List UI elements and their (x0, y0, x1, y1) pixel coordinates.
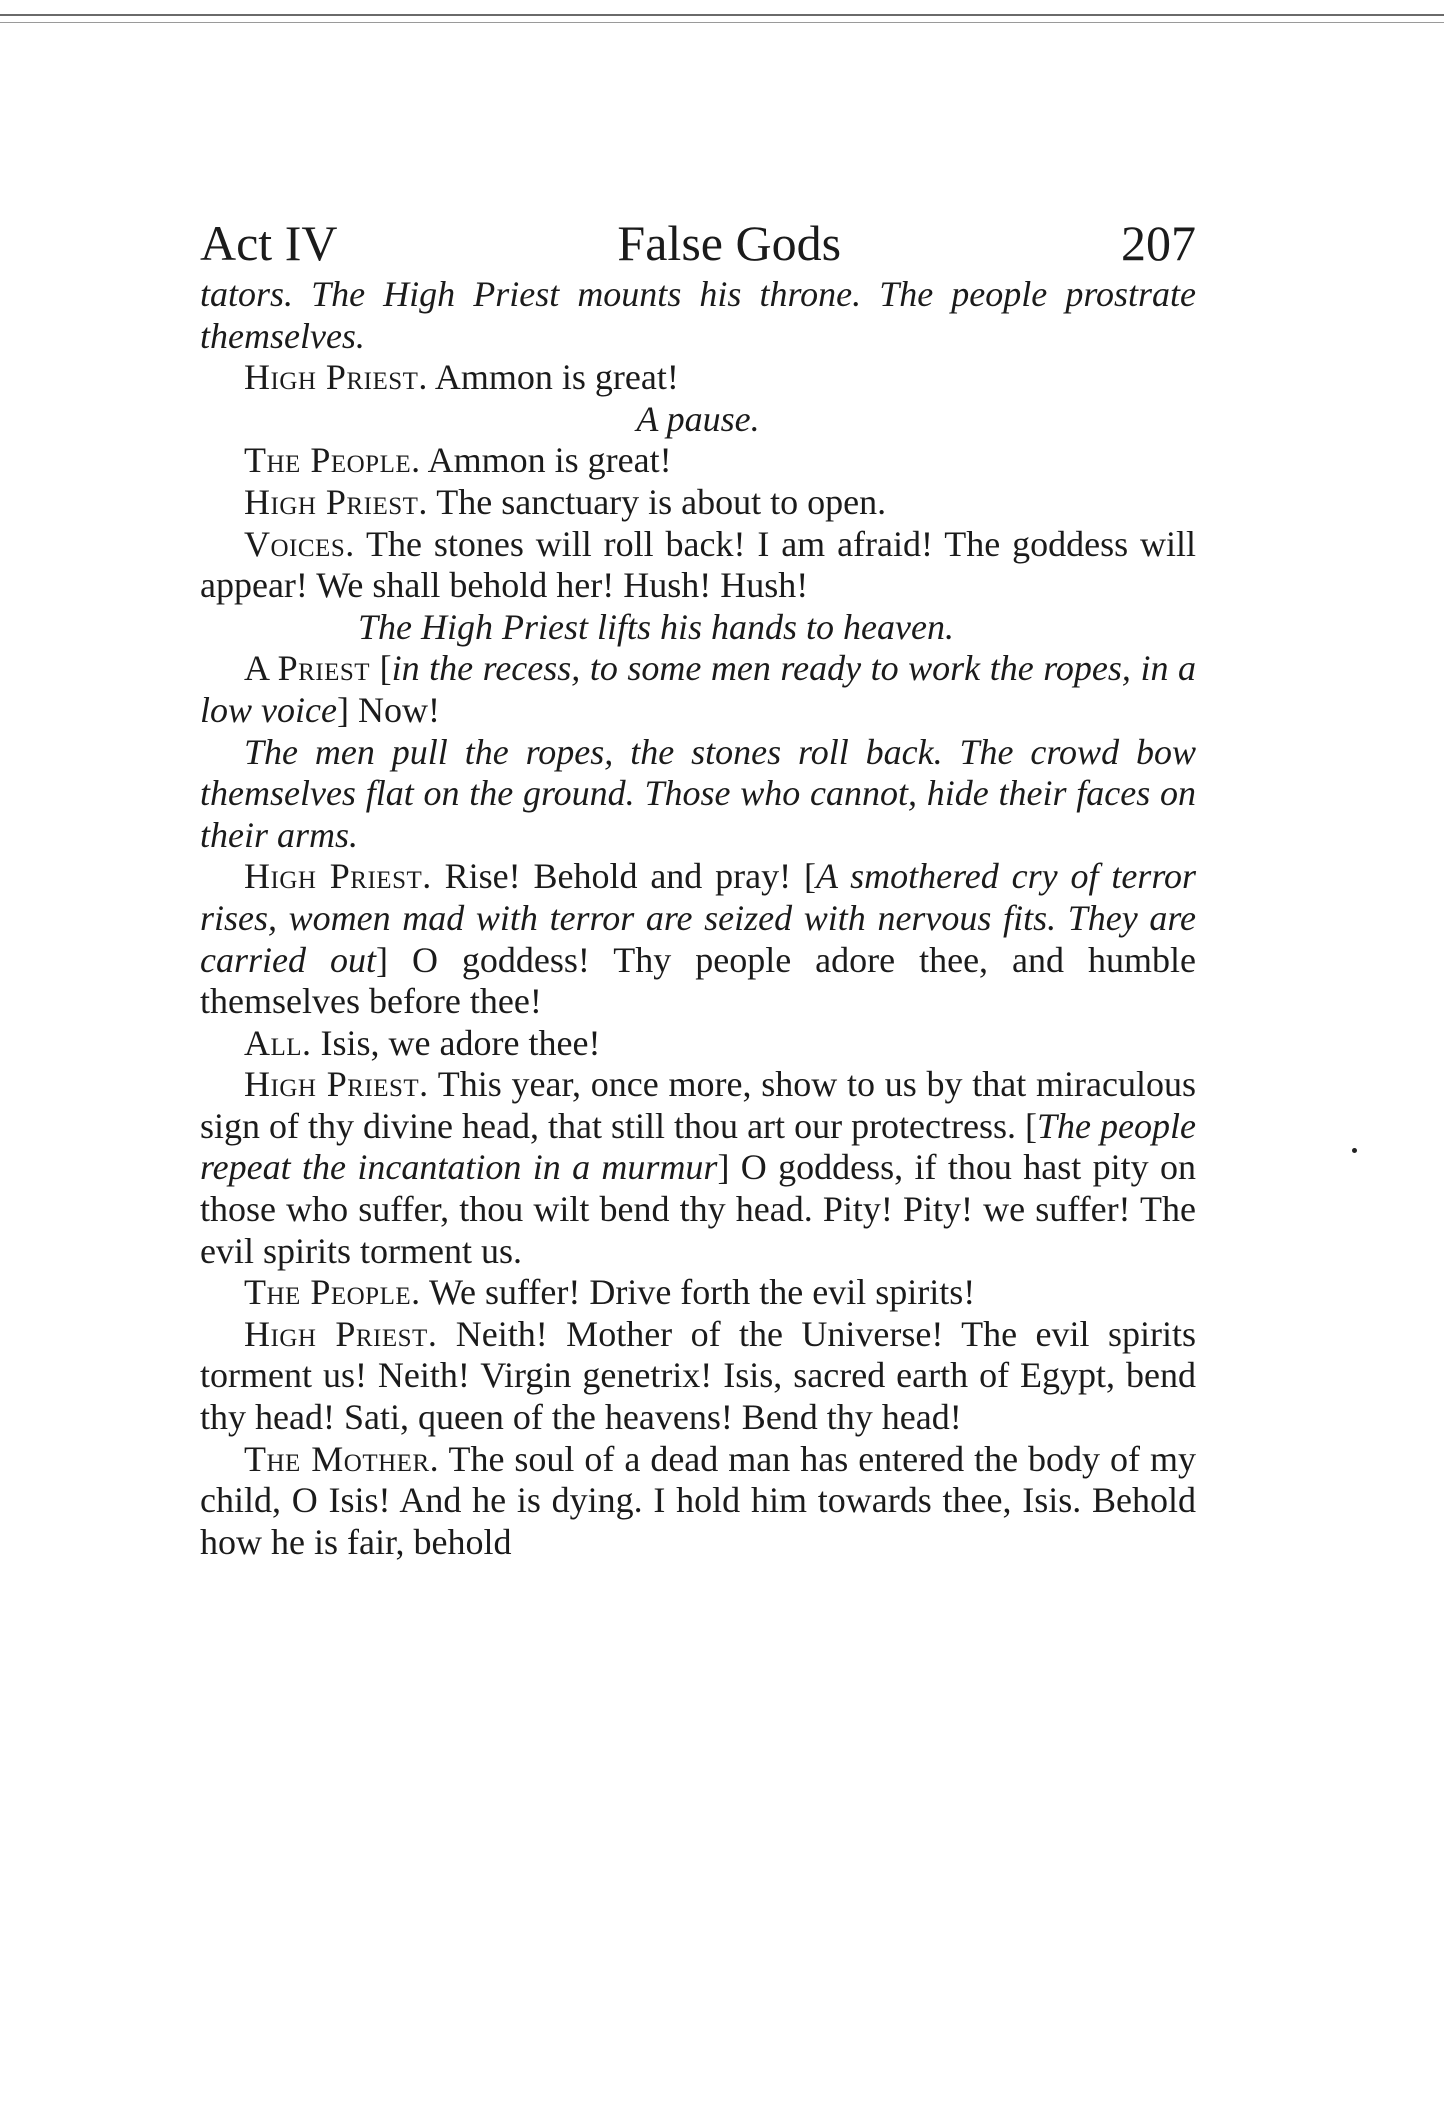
spoken-text: ] O goddess! Thy people adore thee, and humble themselves before thee! (200, 939, 1196, 1022)
dialogue-paragraph (200, 1314, 1196, 1439)
dialogue-paragraph (200, 440, 1196, 482)
dialogue-paragraph (200, 482, 1196, 524)
speaker-name: The People. (244, 440, 421, 481)
spoken-text: The soul of a dead man has entered the body of my child, O Isis! And he is dying. I hold him towards thee, Isis. Behold how he is fair, behold (200, 1438, 1197, 1562)
scan-border-line-faint (0, 22, 1444, 23)
dialogue-paragraph (200, 648, 1196, 731)
dialogue-paragraph (200, 1272, 1196, 1314)
italic-text: The people repeat the incantation in a murmur (200, 1105, 1196, 1188)
play-text (200, 274, 1196, 1563)
dialogue-paragraph (200, 1439, 1196, 1564)
speaker-name: High Priest. (244, 1064, 429, 1105)
dialogue-paragraph (200, 732, 1196, 857)
dialogue-paragraph (200, 357, 1196, 399)
spoken-text: ] Now! (336, 689, 440, 730)
stage-direction (200, 274, 1196, 357)
italic-text: The men pull the ropes, the stones roll back. The crowd bow themselves flat on the ground. Those who cannot, hide their faces on their arms. (200, 731, 1196, 855)
running-header (200, 214, 1196, 272)
scan-border-line (0, 14, 1444, 16)
spoken-text: We suffer! Drive forth the evil spirits! (420, 1272, 976, 1313)
spoken-text: Neith! Mother of the Universe! The evil spirits torment us! Neith! Virgin genetrix! Isis, sacred earth of Egypt, bend thy head! Sati, queen of the heavens! Bend thy head! (200, 1313, 1196, 1438)
italic-text: A smothered cry of terror rises, women mad with terror are seized with nervous fits. They are carried out (200, 856, 1197, 980)
spoken-text: Isis, we adore thee! (311, 1022, 601, 1063)
speaker-name: The People. (244, 1272, 421, 1313)
speaker-name: Voices. (244, 523, 355, 564)
page-number: 207 (1121, 215, 1196, 271)
dialogue-paragraph (200, 1064, 1196, 1272)
speaker-name: All. (244, 1022, 312, 1063)
dialogue-paragraph (200, 524, 1196, 607)
spoken-text: The sanctuary is about to open. (427, 481, 887, 522)
spoken-text: The stones will roll back! I am afraid! The goddess will appear! We shall behold her! Hush! Hush! (200, 523, 1196, 606)
speaker-name: High Priest. (244, 357, 428, 398)
italic-text: A pause. (636, 398, 760, 439)
italic-text: tators. The High Priest mounts his throne. The people prostrate themselves. (200, 274, 1196, 356)
dialogue-paragraph (200, 856, 1196, 1022)
scan-speck (1352, 1148, 1357, 1153)
speaker-name: High Priest. (244, 856, 432, 897)
book-page (200, 214, 1196, 1563)
spoken-text: A (244, 648, 278, 689)
italic-text: in the recess, to some men ready to work the ropes, in a low voice (200, 648, 1196, 730)
italic-text: The High Priest lifts his hands to heaven. (358, 606, 954, 647)
spoken-text: Ammon is great! (420, 440, 672, 481)
act-label: Act IV (200, 215, 338, 271)
dialogue-paragraph (200, 1023, 1196, 1065)
stage-direction (200, 607, 1196, 649)
spoken-text: Rise! Behold and pray! [ (431, 856, 816, 897)
spoken-text: [ (370, 648, 392, 689)
speaker-name: Priest (277, 648, 371, 689)
spoken-text: ] O goddess, if thou hast pity on those who suffer, thou wilt bend thy head. Pity! Pity! we suffer! The evil spirits torment us. (200, 1147, 1196, 1271)
speaker-name: High Priest. (244, 481, 428, 522)
stage-direction (200, 399, 1196, 441)
speaker-name: The Mother. (244, 1438, 440, 1479)
play-title: False Gods (617, 215, 842, 271)
speaker-name: High Priest. (244, 1313, 438, 1354)
spoken-text: This year, once more, show to us by that miraculous sign of thy divine head, that still thou art our protectress. [ (200, 1064, 1197, 1146)
spoken-text: Ammon is great! (427, 357, 679, 398)
